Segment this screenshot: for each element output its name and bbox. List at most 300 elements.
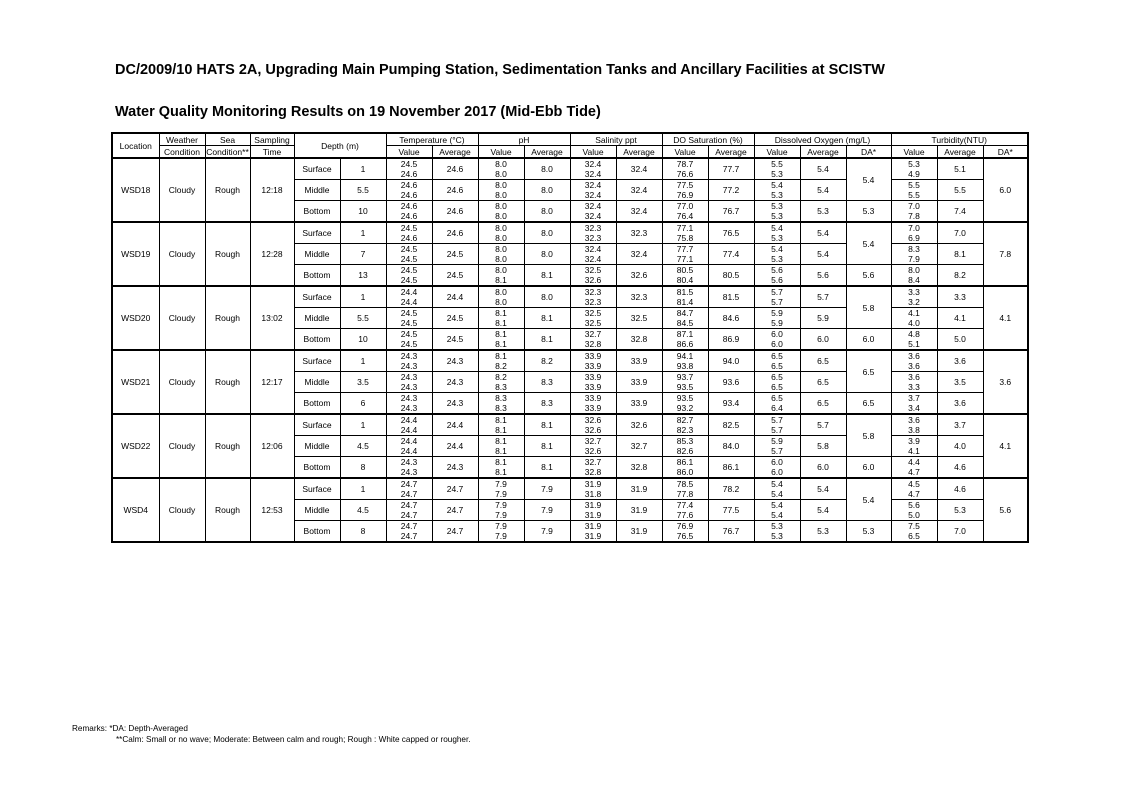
reading-value: 4.8	[908, 329, 920, 339]
reading-value: 5.3	[771, 531, 783, 541]
ph-average: 8.2	[524, 350, 570, 372]
reading-value: 8.0	[495, 211, 507, 221]
value-pair	[387, 159, 432, 179]
reading-value: 87.1	[676, 329, 694, 339]
reading-value: 24.6	[400, 233, 418, 243]
dissolved-oxygen-average: 5.8	[800, 436, 846, 457]
header-dosat-value: Value	[662, 146, 708, 159]
reading-value: 6.5	[908, 531, 920, 541]
reading-value: 6.0	[771, 329, 783, 339]
reading-value: 32.7	[584, 436, 602, 446]
header-ph-average: Average	[524, 146, 570, 159]
value-pair	[663, 265, 708, 285]
reading-value: 24.7	[400, 500, 418, 510]
turbidity-values	[891, 372, 937, 393]
value-pair	[387, 201, 432, 221]
value-pair	[479, 308, 524, 328]
salinity-values	[570, 222, 616, 244]
reading-value: 24.3	[400, 372, 418, 382]
ph-average: 8.1	[524, 414, 570, 436]
value-pair	[892, 479, 937, 499]
value-pair	[479, 244, 524, 264]
dissolved-oxygen-values	[754, 478, 800, 500]
value-pair	[387, 415, 432, 435]
salinity-values	[570, 244, 616, 265]
reading-value: 7.9	[495, 510, 507, 520]
reading-value: 8.1	[495, 457, 507, 467]
dissolved-oxygen-values	[754, 158, 800, 180]
depth-name: Surface	[294, 478, 340, 500]
value-pair	[479, 265, 524, 285]
value-pair	[663, 393, 708, 413]
reading-value: 8.2	[495, 361, 507, 371]
depth-name: Bottom	[294, 329, 340, 351]
station-group	[112, 158, 1028, 222]
value-pair	[387, 372, 432, 392]
salinity-average: 32.3	[616, 222, 662, 244]
reading-value: 78.7	[676, 159, 694, 169]
sampling-time: 13:02	[250, 286, 294, 350]
reading-value: 6.0	[771, 467, 783, 477]
value-pair	[892, 223, 937, 243]
weather-condition: Cloudy	[159, 478, 205, 542]
reading-value: 8.0	[495, 223, 507, 233]
reading-value: 8.0	[495, 190, 507, 200]
value-pair	[387, 223, 432, 243]
station-location: WSD21	[112, 350, 159, 414]
temperature-average: 24.3	[432, 457, 478, 479]
depth-name: Bottom	[294, 521, 340, 543]
temperature-values	[386, 393, 432, 415]
ph-average: 8.1	[524, 329, 570, 351]
ph-values	[478, 158, 524, 180]
reading-value: 24.7	[400, 531, 418, 541]
do-saturation-values	[662, 350, 708, 372]
depth-value: 1	[340, 414, 386, 436]
reading-value: 8.1	[495, 351, 507, 361]
ph-values	[478, 414, 524, 436]
value-pair	[892, 159, 937, 179]
salinity-average: 32.6	[616, 414, 662, 436]
value-pair	[479, 393, 524, 413]
value-pair	[479, 180, 524, 200]
header-salinity: Salinity ppt	[570, 133, 662, 146]
remarks-label: Remarks:	[72, 724, 108, 733]
reading-value: 6.5	[771, 361, 783, 371]
depth-value: 10	[340, 201, 386, 223]
reading-value: 5.3	[908, 159, 920, 169]
value-pair	[479, 223, 524, 243]
header-sal-average: Average	[616, 146, 662, 159]
reading-value: 7.0	[908, 201, 920, 211]
reading-value: 3.4	[908, 403, 920, 413]
value-pair	[387, 351, 432, 371]
header-do-value: Value	[754, 146, 800, 159]
reading-value: 86.0	[676, 467, 694, 477]
dissolved-oxygen-da-bottom: 6.0	[846, 457, 891, 479]
temperature-average: 24.3	[432, 372, 478, 393]
salinity-values	[570, 265, 616, 287]
temperature-average: 24.4	[432, 286, 478, 308]
turbidity-average: 4.6	[937, 457, 983, 479]
reading-value: 76.9	[676, 190, 694, 200]
value-pair	[571, 159, 616, 179]
temperature-values	[386, 265, 432, 287]
reading-value: 8.1	[495, 436, 507, 446]
reading-value: 32.3	[584, 287, 602, 297]
value-pair	[479, 372, 524, 392]
reading-value: 93.7	[676, 372, 694, 382]
reading-value: 24.7	[400, 510, 418, 520]
reading-value: 33.9	[584, 393, 602, 403]
reading-value: 3.8	[908, 425, 920, 435]
station-location: WSD20	[112, 286, 159, 350]
reading-value: 4.1	[908, 308, 920, 318]
value-pair	[892, 180, 937, 200]
value-pair	[387, 329, 432, 349]
do-saturation-average: 86.1	[708, 457, 754, 479]
reading-value: 5.9	[771, 436, 783, 446]
dissolved-oxygen-values	[754, 500, 800, 521]
value-pair	[387, 308, 432, 328]
reading-value: 93.5	[676, 382, 694, 392]
reading-value: 32.4	[584, 211, 602, 221]
temperature-values	[386, 286, 432, 308]
do-saturation-average: 94.0	[708, 350, 754, 372]
dissolved-oxygen-values	[754, 372, 800, 393]
station-group	[112, 350, 1028, 414]
ph-average: 7.9	[524, 521, 570, 543]
do-saturation-values	[662, 457, 708, 479]
reading-value: 24.4	[400, 415, 418, 425]
reading-value: 24.5	[400, 318, 418, 328]
reading-value: 32.8	[584, 339, 602, 349]
do-saturation-average: 82.5	[708, 414, 754, 436]
turbidity-average: 3.6	[937, 393, 983, 415]
temperature-average: 24.6	[432, 158, 478, 180]
reading-value: 76.6	[676, 169, 694, 179]
reading-value: 32.4	[584, 190, 602, 200]
header-do-saturation: DO Saturation (%)	[662, 133, 754, 146]
value-pair	[479, 500, 524, 520]
salinity-average: 32.6	[616, 265, 662, 287]
value-pair	[892, 415, 937, 435]
temperature-average: 24.7	[432, 500, 478, 521]
value-pair	[387, 393, 432, 413]
salinity-values	[570, 180, 616, 201]
reading-value: 4.7	[908, 467, 920, 477]
reading-value: 4.4	[908, 457, 920, 467]
weather-condition: Cloudy	[159, 350, 205, 414]
dissolved-oxygen-da-surface-middle: 5.4	[846, 478, 891, 521]
temperature-values	[386, 158, 432, 180]
dissolved-oxygen-values	[754, 329, 800, 351]
ph-values	[478, 286, 524, 308]
reading-value: 24.5	[400, 254, 418, 264]
ph-average: 8.0	[524, 180, 570, 201]
ph-values	[478, 201, 524, 223]
reading-value: 3.6	[908, 415, 920, 425]
turbidity-values	[891, 201, 937, 223]
turbidity-values	[891, 414, 937, 436]
dissolved-oxygen-values	[754, 436, 800, 457]
depth-value: 1	[340, 158, 386, 180]
temperature-values	[386, 308, 432, 329]
reading-value: 32.6	[584, 425, 602, 435]
reading-value: 7.5	[908, 521, 920, 531]
reading-value: 4.9	[908, 169, 920, 179]
water-quality-table	[111, 132, 1029, 543]
header-do-average: Average	[800, 146, 846, 159]
reading-value: 6.5	[771, 393, 783, 403]
turbidity-da: 4.1	[983, 414, 1028, 478]
reading-value: 24.5	[400, 329, 418, 339]
turbidity-values	[891, 308, 937, 329]
salinity-values	[570, 478, 616, 500]
reading-value: 8.4	[908, 275, 920, 285]
station-group	[112, 222, 1028, 286]
value-pair	[892, 308, 937, 328]
reading-value: 5.3	[771, 201, 783, 211]
dissolved-oxygen-average: 5.4	[800, 244, 846, 265]
reading-value: 5.7	[771, 425, 783, 435]
temperature-values	[386, 478, 432, 500]
dissolved-oxygen-average: 5.4	[800, 180, 846, 201]
temperature-average: 24.3	[432, 350, 478, 372]
turbidity-average: 3.7	[937, 414, 983, 436]
reading-value: 5.3	[771, 521, 783, 531]
dissolved-oxygen-values	[754, 521, 800, 543]
reading-value: 5.4	[771, 510, 783, 520]
dissolved-oxygen-da-bottom: 6.0	[846, 329, 891, 351]
reading-value: 24.6	[400, 190, 418, 200]
value-pair	[571, 479, 616, 499]
dissolved-oxygen-average: 6.5	[800, 393, 846, 415]
temperature-values	[386, 180, 432, 201]
temperature-values	[386, 244, 432, 265]
do-saturation-values	[662, 158, 708, 180]
reading-value: 5.0	[908, 510, 920, 520]
depth-name: Middle	[294, 500, 340, 521]
sea-condition: Rough	[205, 286, 250, 350]
salinity-average: 32.7	[616, 436, 662, 457]
do-saturation-values	[662, 500, 708, 521]
value-pair	[755, 308, 800, 328]
value-pair	[479, 201, 524, 221]
temperature-average: 24.5	[432, 244, 478, 265]
dissolved-oxygen-values	[754, 414, 800, 436]
sea-condition: Rough	[205, 350, 250, 414]
dissolved-oxygen-values	[754, 201, 800, 223]
depth-name: Surface	[294, 350, 340, 372]
depth-value: 4.5	[340, 436, 386, 457]
reading-value: 24.5	[400, 275, 418, 285]
turbidity-average: 5.5	[937, 180, 983, 201]
value-pair	[755, 159, 800, 179]
reading-value: 32.4	[584, 244, 602, 254]
depth-value: 1	[340, 478, 386, 500]
salinity-average: 32.8	[616, 329, 662, 351]
reading-value: 32.5	[584, 265, 602, 275]
header-weather-line2: Condition	[159, 146, 205, 159]
value-pair	[479, 351, 524, 371]
value-pair	[387, 500, 432, 520]
turbidity-average: 7.0	[937, 222, 983, 244]
value-pair	[479, 159, 524, 179]
reading-value: 8.3	[495, 393, 507, 403]
ph-values	[478, 478, 524, 500]
reading-value: 24.6	[400, 211, 418, 221]
reading-value: 32.3	[584, 223, 602, 233]
value-pair	[663, 159, 708, 179]
value-pair	[479, 287, 524, 307]
sampling-time: 12:18	[250, 158, 294, 222]
depth-name: Bottom	[294, 265, 340, 287]
reading-value: 7.9	[908, 254, 920, 264]
do-saturation-average: 93.6	[708, 372, 754, 393]
sea-condition: Rough	[205, 222, 250, 286]
reading-value: 7.8	[908, 211, 920, 221]
ph-average: 8.0	[524, 201, 570, 223]
reading-value: 77.1	[676, 254, 694, 264]
reading-value: 32.7	[584, 457, 602, 467]
value-pair	[663, 457, 708, 477]
ph-average: 8.0	[524, 158, 570, 180]
do-saturation-average: 77.2	[708, 180, 754, 201]
do-saturation-average: 86.9	[708, 329, 754, 351]
dissolved-oxygen-average: 6.5	[800, 372, 846, 393]
reading-value: 7.0	[908, 223, 920, 233]
do-saturation-values	[662, 201, 708, 223]
salinity-values	[570, 350, 616, 372]
value-pair	[755, 201, 800, 221]
value-pair	[571, 436, 616, 456]
value-pair	[892, 393, 937, 413]
dissolved-oxygen-da-surface-middle: 5.8	[846, 286, 891, 329]
do-saturation-values	[662, 436, 708, 457]
dissolved-oxygen-values	[754, 222, 800, 244]
reading-value: 81.5	[676, 287, 694, 297]
dissolved-oxygen-average: 6.0	[800, 457, 846, 479]
header-location: Location	[112, 133, 159, 158]
turbidity-average: 7.0	[937, 521, 983, 543]
salinity-values	[570, 500, 616, 521]
dissolved-oxygen-average: 5.9	[800, 308, 846, 329]
reading-value: 31.8	[584, 489, 602, 499]
reading-value: 7.9	[495, 489, 507, 499]
turbidity-average: 4.1	[937, 308, 983, 329]
header-turb-da: DA*	[983, 146, 1028, 159]
reading-value: 31.9	[584, 531, 602, 541]
sea-condition: Rough	[205, 414, 250, 478]
value-pair	[755, 436, 800, 456]
sea-condition: Rough	[205, 478, 250, 542]
reading-value: 24.6	[400, 201, 418, 211]
weather-condition: Cloudy	[159, 222, 205, 286]
ph-values	[478, 222, 524, 244]
reading-value: 5.4	[771, 244, 783, 254]
reading-value: 32.4	[584, 180, 602, 190]
reading-value: 7.9	[495, 531, 507, 541]
reading-value: 8.0	[495, 233, 507, 243]
reading-value: 24.4	[400, 287, 418, 297]
dissolved-oxygen-da-surface-middle: 5.4	[846, 222, 891, 265]
dissolved-oxygen-da-surface-middle: 5.4	[846, 158, 891, 201]
sea-condition: Rough	[205, 158, 250, 222]
dissolved-oxygen-average: 5.7	[800, 414, 846, 436]
dissolved-oxygen-da-bottom: 5.3	[846, 201, 891, 223]
value-pair	[663, 479, 708, 499]
value-pair	[892, 372, 937, 392]
salinity-average: 32.8	[616, 457, 662, 479]
value-pair	[571, 393, 616, 413]
do-saturation-values	[662, 180, 708, 201]
ph-values	[478, 244, 524, 265]
value-pair	[571, 223, 616, 243]
reading-value: 6.5	[771, 372, 783, 382]
depth-name: Middle	[294, 244, 340, 265]
reading-value: 32.4	[584, 201, 602, 211]
do-saturation-average: 93.4	[708, 393, 754, 415]
salinity-average: 31.9	[616, 521, 662, 543]
reading-value: 32.8	[584, 467, 602, 477]
turbidity-average: 4.0	[937, 436, 983, 457]
reading-value: 8.1	[495, 318, 507, 328]
ph-values	[478, 265, 524, 287]
temperature-average: 24.6	[432, 180, 478, 201]
reading-value: 32.3	[584, 297, 602, 307]
dissolved-oxygen-average: 5.3	[800, 521, 846, 543]
reading-value: 93.8	[676, 361, 694, 371]
value-pair	[571, 372, 616, 392]
reading-value: 5.3	[771, 211, 783, 221]
dissolved-oxygen-da-bottom: 6.5	[846, 393, 891, 415]
value-pair	[663, 244, 708, 264]
temperature-average: 24.6	[432, 222, 478, 244]
reading-value: 4.5	[908, 479, 920, 489]
value-pair	[755, 521, 800, 541]
ph-values	[478, 329, 524, 351]
salinity-values	[570, 521, 616, 543]
reading-value: 80.5	[676, 265, 694, 275]
station-group	[112, 286, 1028, 350]
turbidity-average: 5.0	[937, 329, 983, 351]
dissolved-oxygen-da-bottom: 5.3	[846, 521, 891, 543]
salinity-average: 31.9	[616, 500, 662, 521]
value-pair	[755, 351, 800, 371]
header-depth: Depth (m)	[294, 133, 386, 158]
value-pair	[479, 457, 524, 477]
temperature-average: 24.3	[432, 393, 478, 415]
dissolved-oxygen-average: 6.5	[800, 350, 846, 372]
reading-value: 5.3	[771, 254, 783, 264]
temperature-average: 24.5	[432, 265, 478, 287]
turbidity-values	[891, 180, 937, 201]
reading-value: 93.5	[676, 393, 694, 403]
reading-value: 24.5	[400, 244, 418, 254]
reading-value: 8.0	[495, 159, 507, 169]
salinity-average: 31.9	[616, 478, 662, 500]
value-pair	[892, 436, 937, 456]
value-pair	[892, 265, 937, 285]
turbidity-values	[891, 158, 937, 180]
value-pair	[755, 244, 800, 264]
salinity-average: 33.9	[616, 372, 662, 393]
do-saturation-values	[662, 286, 708, 308]
value-pair	[387, 265, 432, 285]
value-pair	[387, 436, 432, 456]
reading-value: 7.9	[495, 521, 507, 531]
